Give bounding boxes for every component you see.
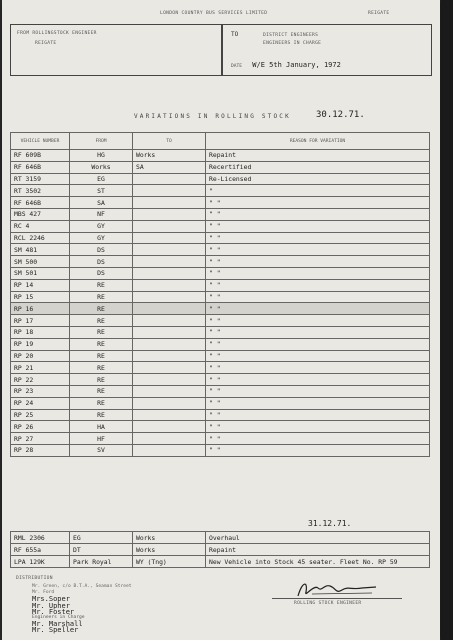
- reason-cell: " ": [206, 197, 430, 209]
- table-row: [11, 374, 430, 386]
- to-cell: [133, 244, 206, 256]
- table-row: [11, 544, 430, 556]
- from-line1: FROM ROLLINGSTOCK ENGINEER: [17, 31, 97, 36]
- vehicle-number: LPA 129K: [11, 556, 70, 568]
- reason-cell: ": [206, 185, 430, 197]
- vehicle-number: SM 500: [11, 256, 70, 268]
- from-cell: HA: [70, 421, 133, 433]
- from-cell: RE: [70, 291, 133, 303]
- reason-cell: Repaint: [206, 150, 430, 162]
- table-row: [11, 185, 430, 197]
- vehicle-number: RP 16: [11, 303, 70, 315]
- table-row: [11, 350, 430, 362]
- from-cell: NF: [70, 208, 133, 220]
- from-cell: ST: [70, 185, 133, 197]
- reason-cell: " ": [206, 267, 430, 279]
- to-cell: [133, 208, 206, 220]
- col-from: FROM: [70, 133, 133, 150]
- signature-line: [272, 598, 402, 599]
- table-row: [11, 315, 430, 327]
- vehicle-number: RP 19: [11, 338, 70, 350]
- table-row: [11, 173, 430, 185]
- from-cell: HG: [70, 150, 133, 162]
- to-cell: [133, 220, 206, 232]
- reason-cell: " ": [206, 374, 430, 386]
- reason-cell: " ": [206, 421, 430, 433]
- table-row: [11, 409, 430, 421]
- reason-cell: " ": [206, 397, 430, 409]
- table-row: [11, 279, 430, 291]
- distribution-item: Mr. Speller: [32, 626, 79, 635]
- table-row: [11, 244, 430, 256]
- reason-cell: " ": [206, 232, 430, 244]
- table-row: [11, 385, 430, 397]
- vehicle-number: RF 646B: [11, 161, 70, 173]
- vehicle-number: RP 23: [11, 385, 70, 397]
- date-field: [231, 61, 341, 69]
- table-row: [11, 197, 430, 209]
- location: REIGATE: [368, 11, 390, 16]
- distribution-item: Mr. Upher: [32, 601, 70, 610]
- to-cell: Works: [133, 544, 206, 556]
- from-cell: Works: [70, 161, 133, 173]
- table-row: [11, 256, 430, 268]
- reason-cell: " ": [206, 433, 430, 445]
- vehicle-number: RP 27: [11, 433, 70, 445]
- document-title: VARIATIONS IN ROLLING STOCK: [134, 113, 291, 120]
- reason-cell: " ": [206, 291, 430, 303]
- to-cell: [133, 185, 206, 197]
- to-line2: ENGINEERS IN CHARGE: [263, 41, 322, 46]
- to-cell: [133, 362, 206, 374]
- to-cell: WY (Tng): [133, 556, 206, 568]
- from-cell: RE: [70, 315, 133, 327]
- vehicle-number: RP 18: [11, 326, 70, 338]
- from-cell: DS: [70, 244, 133, 256]
- reason-cell: " ": [206, 444, 430, 456]
- reason-cell: " ": [206, 220, 430, 232]
- to-line1: DISTRICT ENGINEERS: [263, 33, 319, 38]
- vehicle-number: RC 4: [11, 220, 70, 232]
- reason-cell: " ": [206, 256, 430, 268]
- from-cell: RE: [70, 326, 133, 338]
- table-row: [11, 338, 430, 350]
- to-cell: [133, 279, 206, 291]
- to-cell: [133, 385, 206, 397]
- from-cell: RE: [70, 374, 133, 386]
- from-cell: RE: [70, 397, 133, 409]
- distribution-item: Mr. Marshall: [32, 620, 83, 629]
- vehicle-number: RP 21: [11, 362, 70, 374]
- table-row: [11, 150, 430, 162]
- vehicle-number: RP 26: [11, 421, 70, 433]
- vehicle-number: RP 15: [11, 291, 70, 303]
- reason-cell: Repaint: [206, 544, 430, 556]
- from-cell: RE: [70, 303, 133, 315]
- to-cell: Works: [133, 532, 206, 544]
- reason-cell: " ": [206, 409, 430, 421]
- distribution-item: Mrs.Soper: [32, 595, 70, 604]
- page-edge: [441, 0, 453, 640]
- to-cell: SA: [133, 161, 206, 173]
- to-cell: [133, 256, 206, 268]
- signature-caption: ROLLING STOCK ENGINEER: [294, 601, 362, 606]
- vehicle-number: SM 501: [11, 267, 70, 279]
- to-cell: [133, 315, 206, 327]
- to-label: TO: [231, 31, 239, 38]
- vehicle-number: RP 14: [11, 279, 70, 291]
- table-row: [11, 397, 430, 409]
- table-row: [11, 232, 430, 244]
- vehicle-number: RP 17: [11, 315, 70, 327]
- vehicle-number: RCL 2246: [11, 232, 70, 244]
- company-name: LONDON COUNTRY BUS SERVICES LIMITED: [160, 11, 268, 16]
- vehicle-number: RML 2306: [11, 532, 70, 544]
- from-cell: HF: [70, 433, 133, 445]
- variations-table: [10, 132, 430, 457]
- from-cell: EG: [70, 173, 133, 185]
- date-value: W/E 5th January, 1972: [252, 61, 341, 69]
- reason-cell: Re-Licensed: [206, 173, 430, 185]
- table-row: [11, 291, 430, 303]
- variations-table-2: [10, 531, 430, 568]
- table-row: [11, 303, 430, 315]
- table-row: [11, 444, 430, 456]
- reason-cell: " ": [206, 244, 430, 256]
- vehicle-number: RP 24: [11, 397, 70, 409]
- to-cell: [133, 374, 206, 386]
- distribution-item: Engineers in Charge: [32, 614, 85, 620]
- from-cell: DS: [70, 267, 133, 279]
- to-cell: [133, 326, 206, 338]
- reason-cell: " ": [206, 208, 430, 220]
- document-sheet: [2, 0, 440, 640]
- from-cell: RE: [70, 279, 133, 291]
- vehicle-number: RP 20: [11, 350, 70, 362]
- second-date: 31.12.71.: [308, 519, 352, 528]
- date-label: DATE: [231, 64, 243, 69]
- reason-cell: " ": [206, 303, 430, 315]
- table-row: [11, 267, 430, 279]
- to-cell: [133, 303, 206, 315]
- table-row: [11, 208, 430, 220]
- from-cell: DT: [70, 544, 133, 556]
- reason-cell: " ": [206, 362, 430, 374]
- vehicle-number: RP 25: [11, 409, 70, 421]
- reason-cell: " ": [206, 385, 430, 397]
- reason-cell: " ": [206, 350, 430, 362]
- vehicle-number: RP 28: [11, 444, 70, 456]
- table-row: [11, 161, 430, 173]
- reason-cell: Recertified: [206, 161, 430, 173]
- to-cell: [133, 267, 206, 279]
- reason-cell: Overhaul: [206, 532, 430, 544]
- to-cell: [133, 197, 206, 209]
- from-box: [10, 24, 222, 76]
- to-cell: [133, 444, 206, 456]
- title-date: 30.12.71.: [316, 110, 365, 120]
- to-cell: [133, 338, 206, 350]
- to-cell: [133, 397, 206, 409]
- from-cell: GY: [70, 220, 133, 232]
- reason-cell: " ": [206, 326, 430, 338]
- table-row: [11, 433, 430, 445]
- col-reason: REASON FOR VARIATION: [206, 133, 430, 150]
- from-cell: RE: [70, 350, 133, 362]
- reason-cell: " ": [206, 338, 430, 350]
- from-cell: RE: [70, 338, 133, 350]
- from-cell: GY: [70, 232, 133, 244]
- from-line2: REIGATE: [35, 41, 57, 46]
- table-header: [11, 133, 430, 150]
- reason-cell: " ": [206, 279, 430, 291]
- from-cell: DS: [70, 256, 133, 268]
- to-cell: Works: [133, 150, 206, 162]
- from-cell: Park Royal: [70, 556, 133, 568]
- to-cell: [133, 232, 206, 244]
- from-cell: SA: [70, 197, 133, 209]
- table-row: [11, 532, 430, 544]
- table-row: [11, 421, 430, 433]
- reason-cell: New Vehicle into Stock 45 seater. Fleet No. RP 59: [206, 556, 430, 568]
- to-cell: [133, 421, 206, 433]
- distribution-list: [32, 584, 132, 634]
- table-row: [11, 220, 430, 232]
- from-cell: EG: [70, 532, 133, 544]
- distribution-label: DISTRIBUTION: [16, 576, 53, 581]
- to-cell: [133, 291, 206, 303]
- to-box: [222, 24, 432, 76]
- to-cell: [133, 173, 206, 185]
- to-cell: [133, 409, 206, 421]
- col-to: TO: [133, 133, 206, 150]
- from-cell: RE: [70, 385, 133, 397]
- from-cell: SV: [70, 444, 133, 456]
- distribution-item: Mr. Green, c/o B.T.A., Seaman Street: [32, 584, 132, 589]
- vehicle-number: RF 655a: [11, 544, 70, 556]
- vehicle-number: SM 481: [11, 244, 70, 256]
- col-vehicle: VEHICLE NUMBER: [11, 133, 70, 150]
- from-cell: RE: [70, 362, 133, 374]
- vehicle-number: RP 22: [11, 374, 70, 386]
- table-row: [11, 326, 430, 338]
- table-row: [11, 362, 430, 374]
- vehicle-number: RF 609B: [11, 150, 70, 162]
- table-row: [11, 556, 430, 568]
- vehicle-number: RF 646B: [11, 197, 70, 209]
- to-cell: [133, 350, 206, 362]
- vehicle-number: RT 3159: [11, 173, 70, 185]
- distribution-item: Mr. Foster: [32, 607, 75, 616]
- from-cell: RE: [70, 409, 133, 421]
- to-cell: [133, 433, 206, 445]
- vehicle-number: MBS 427: [11, 208, 70, 220]
- distribution-item: Mr. Ford: [32, 590, 55, 596]
- reason-cell: " ": [206, 315, 430, 327]
- vehicle-number: RT 3502: [11, 185, 70, 197]
